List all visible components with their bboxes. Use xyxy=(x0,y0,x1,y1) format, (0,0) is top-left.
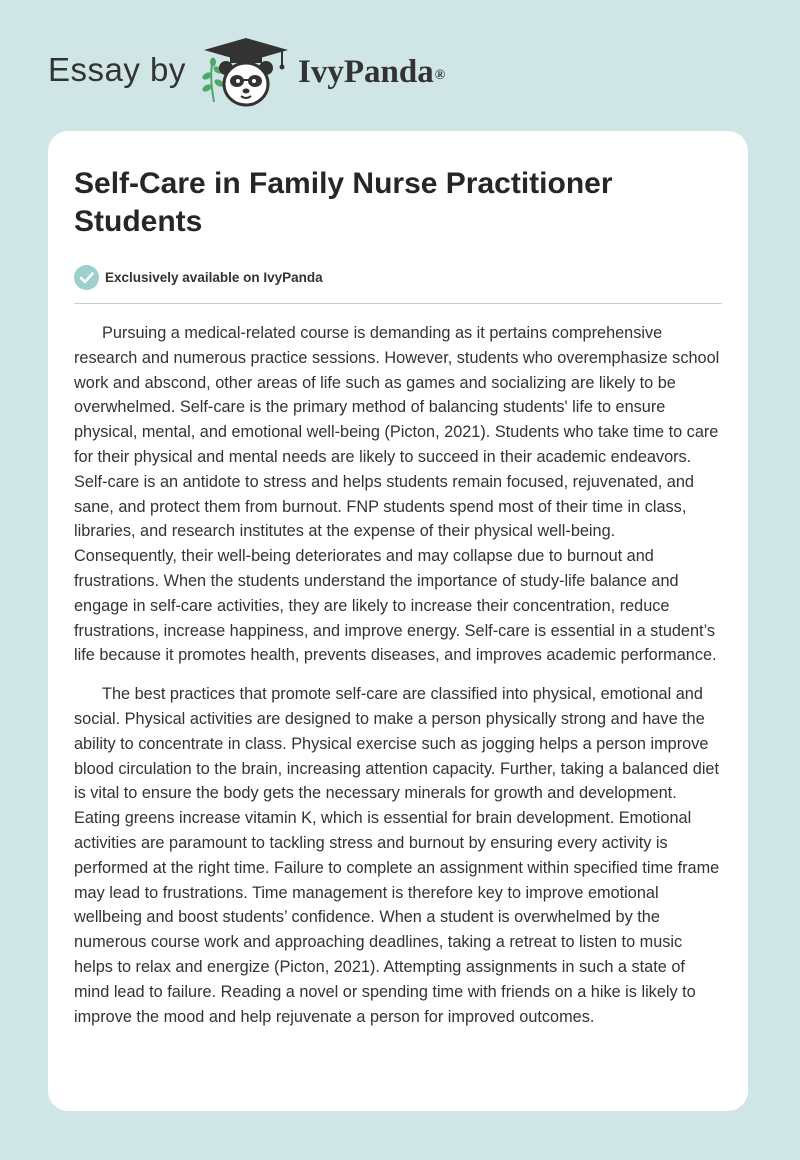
essay-body xyxy=(74,321,722,1043)
essay-paragraph: The best practices that promote self-care are classified into physical, emotional and social. Physical activities are designed to make a person physically strong and have the ability to concentrate in class. Physical exercise such as jogging helps a person improve blood circulation to the brain, increasing attention capacity. Further, taking a balanced diet is vital to ensure the body gets the necessary minerals for growth and development. Eating greens increase vitamin K, which is essential for brain development. Emotional activities are paramount to tackling stress and burnout by ensuring every activity is performed at the right time. Failure to complete an assignment within specified time frame may lead to frustrations. Time management is therefore key to improve emotional wellbeing and boost students’ confidence. When a student is overwhelmed by the numerous course work and approaching deadlines, taking a retreat to listen to music helps to relax and energize (Picton, 2021). Attempting assignments in such a state of mind lead to failure. Reading a novel or spending time with friends on a hike is likely to improve the mood and help rejuvenate a person for improved outcomes. xyxy=(74,685,720,1026)
title-divider xyxy=(74,303,722,304)
registered-mark: ® xyxy=(434,68,446,83)
brand-prefix: Essay by xyxy=(48,51,186,88)
brand-name[interactable]: IvyPanda® xyxy=(298,54,446,90)
exclusive-badge xyxy=(74,264,323,290)
site-header xyxy=(0,0,800,130)
essay-paragraph: Pursuing a medical-related course is demanding as it pertains comprehensive research and numerous practice sessions. However, students who overemphasize school work and abscond, other areas of life such as games and socializing are likely to be overwhelmed. Self-care is the primary method of balancing students' life to ensure physical, mental, and emotional well-being (Picton, 2021). Students who take time to care for their physical and mental needs are likely to succeed in their academic endeavors. Self-care is an antidote to stress and helps students remain focused, rejuvenated, and sane, and protect them from burnout. FNP students spend most of their time in class, libraries, and research institutes at the expense of their physical well-being. Consequently, their well-being deteriorates and may collapse due to burnout and frustrations. When the students understand the importance of study-life balance and engage in self-care activities, they are likely to increase their concentration, reduce frustrations, increase happiness, and improve energy. Self-care is essential in a student’s life because it promotes health, prevents diseases, and improves academic performance. xyxy=(74,324,720,665)
exclusive-badge-text: Exclusively available on IvyPanda xyxy=(105,269,323,285)
panda-graduate-icon[interactable] xyxy=(198,36,294,110)
essay-title: Self-Care in Family Nurse Practitioner Students xyxy=(74,167,613,238)
essay-card xyxy=(48,131,748,1111)
check-circle-icon xyxy=(74,265,99,290)
